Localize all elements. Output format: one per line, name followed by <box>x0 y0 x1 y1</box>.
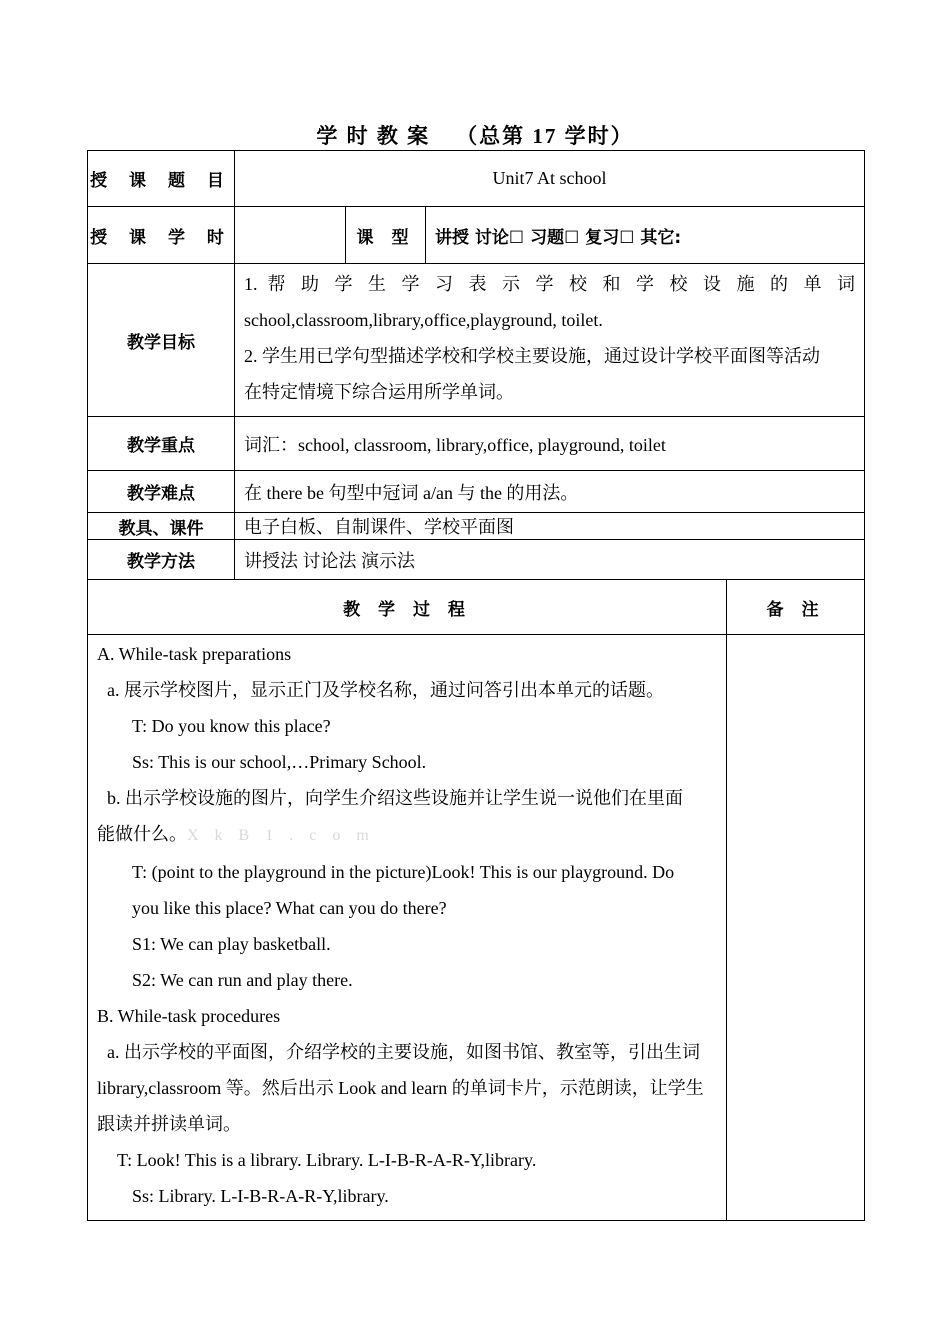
goals-label: 教学目标 <box>88 264 235 417</box>
hours-row <box>88 207 865 264</box>
tools-value: 电子白板、自制课件、学校平面图 <box>235 513 865 540</box>
page-title <box>0 120 950 150</box>
process-row <box>88 635 865 1221</box>
title-main: 学 时 教 案 <box>316 124 431 148</box>
section-b-step-a-2: library,classroom 等。然后出示 Look and learn 的单词卡片，示范朗读，让学生 <box>97 1078 704 1098</box>
students-line-3: Ss: Library. L-I-B-R-A-R-Y,library. <box>132 1186 389 1206</box>
teacher-line-3: T: Look! This is a library. Library. L-I-B-R-A-R-Y,library. <box>117 1150 537 1170</box>
title-sub: （总第 17 学时） <box>456 124 634 148</box>
lesson-plan-table <box>87 150 865 1221</box>
teacher-line-1: T: Do you know this place? <box>132 716 331 736</box>
topic-label: 授 课 题 目 <box>88 151 235 207</box>
type-options: 讲授 讨论☐ 习题☐ 复习☐ 其它: <box>426 207 865 264</box>
teacher-line-2a: T: (point to the playground in the picture)Look! This is our playground. Do <box>132 862 675 882</box>
hours-value <box>235 207 346 264</box>
method-value: 讲授法 讨论法 演示法 <box>235 540 865 580</box>
type-label: 课 型 <box>346 207 426 264</box>
section-b-step-a-3: 跟读并拼读单词。 <box>97 1114 241 1134</box>
notes-cell <box>727 635 865 1221</box>
step-b-2-text: 能做什么。 <box>97 824 187 844</box>
process-label: 教 学 过 程 <box>88 580 727 635</box>
tools-row <box>88 513 865 540</box>
goals-line-4: 在特定情境下综合运用所学单词。 <box>244 382 514 402</box>
topic-value: Unit7 At school <box>235 151 865 207</box>
goals-line-2: school,classroom,library,office,playground, toilet. <box>244 310 603 330</box>
section-b-heading: B. While-task procedures <box>97 1006 281 1026</box>
method-label: 教学方法 <box>88 540 235 580</box>
key-label: 教学重点 <box>88 417 235 471</box>
student-2-line: S2: We can run and play there. <box>132 970 353 990</box>
goals-line-1: 1. 帮 助 学 生 学 习 表 示 学 校 和 学 校 设 施 的 单 词 <box>244 274 856 294</box>
goals-line-3: 2. 学生用已学句型描述学校和学校主要设施，通过设计学校平面图等活动 <box>244 346 820 366</box>
section-a-step-b-1: b. 出示学校设施的图片，向学生介绍这些设施并让学生说一说他们在里面 <box>107 788 683 808</box>
method-row <box>88 540 865 580</box>
difficulty-value: 在 there be 句型中冠词 a/an 与 the 的用法。 <box>235 471 865 513</box>
section-a-heading: A. While-task preparations <box>97 644 292 664</box>
goals-cell <box>235 264 865 417</box>
process-header-row <box>88 580 865 635</box>
section-a-step-b-2 <box>97 816 717 854</box>
topic-row <box>88 151 865 207</box>
goals-row <box>88 264 865 417</box>
difficulty-row <box>88 471 865 513</box>
key-row <box>88 417 865 471</box>
tools-label: 教具、课件 <box>88 513 235 540</box>
section-b-step-a-1: a. 出示学校的平面图，介绍学校的主要设施，如图书馆、教室等，引出生词 <box>107 1042 700 1062</box>
difficulty-label: 教学难点 <box>88 471 235 513</box>
key-value: 词汇：school, classroom, library,office, playground, toilet <box>235 417 865 471</box>
students-line-1: Ss: This is our school,…Primary School. <box>132 752 427 772</box>
notes-label: 备 注 <box>727 580 865 635</box>
section-a-step-a: a. 展示学校图片，显示正门及学校名称，通过问答引出本单元的话题。 <box>107 680 664 700</box>
hours-label: 授 课 学 时 <box>88 207 235 264</box>
student-1-line: S1: We can play basketball. <box>132 934 331 954</box>
process-content <box>88 635 727 1221</box>
watermark: X k B 1 . c o m <box>187 827 375 844</box>
teacher-line-2b: you like this place? What can you do there? <box>132 898 447 918</box>
